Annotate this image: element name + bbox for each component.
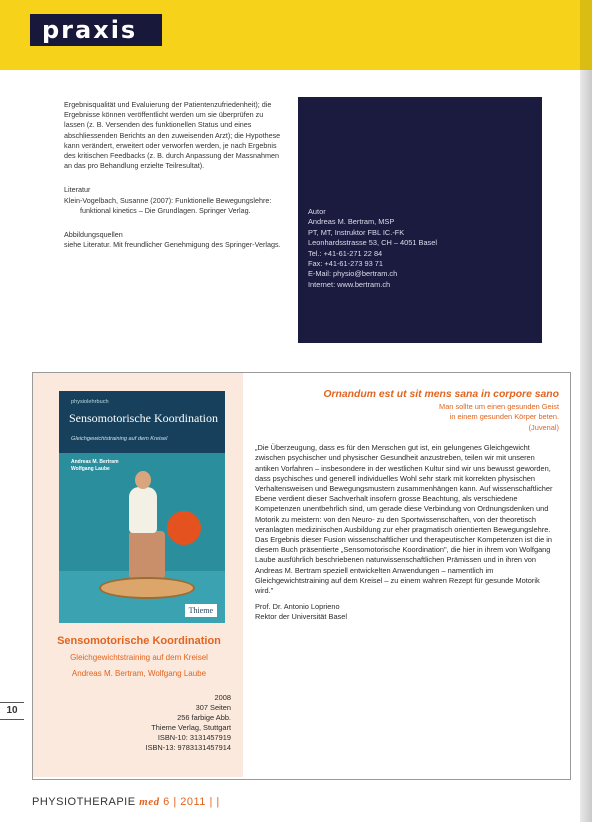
quote-translation [255, 402, 559, 433]
book-subtitle: Gleichgewichtstraining auf dem Kreisel [70, 653, 208, 662]
cover-series: physiolehrbuch [71, 399, 109, 405]
book-title: Sensomotorische Koordination [57, 635, 221, 647]
cover-person-body [129, 487, 157, 533]
page-number: 10 [0, 702, 24, 720]
page-edge-strip [580, 0, 592, 822]
book-isbn10: ISBN-10: 3131457919 [157, 733, 231, 742]
author-tel: Tel.: +41-61-271 22 84 [308, 248, 383, 258]
section-tab [30, 14, 162, 46]
signoff-role: Rektor der Universität Basel [255, 612, 348, 622]
literature-label: Literatur [64, 185, 91, 195]
author-label: Autor [308, 207, 326, 216]
author-fax: Fax: +41-61-273 93 71 [308, 259, 383, 269]
cover-person-legs [129, 531, 165, 579]
quote-translation-line-2: in einem gesunden Körper beten. [449, 412, 559, 422]
cover-authors [71, 459, 119, 473]
quote-source: (Juvenal) [528, 422, 559, 432]
review-paragraph-2: Das Ergebnis dieser Fusion wissenschaftlicher und therapeutischer Kompetenzen ist die in diesem Buch präsentierte „Sensomotorische Koordination", die hier in ihrem von Wolfgang Laube ausführlich beschriebenen naturwissenschaftlichen Prämissen und in ihren von Andreas M. Bertram speziell entwickelten Anwendungen – namentlich im Gleichgewichtstraining auf dem Kreisel – zu einem wahren Rezept für gesunde Motorik wird." [255, 535, 553, 596]
book-publisher: Thieme Verlag, Stuttgart [151, 723, 231, 732]
book-illustrations: 256 farbige Abb. [177, 713, 231, 722]
book-review-panel [32, 372, 571, 780]
cover-person-head [135, 471, 151, 489]
book-info-column [33, 373, 243, 777]
review-signoff [255, 602, 559, 622]
author-web: Internet: www.bertram.ch [308, 279, 391, 289]
signoff-name: Prof. Dr. Antonio Loprieno [255, 602, 340, 612]
section-label: praxis [42, 16, 138, 44]
cover-author-1: Andreas M. Bertram [71, 459, 119, 465]
book-cover-image [59, 391, 225, 623]
literature-entry: Klein-Vogelbach, Susanne (2007): Funktionelle Bewegungslehre: funktional kinetics – Die Grundlagen. Springer Verlag. [64, 195, 272, 215]
author-name: Andreas M. Bertram, MSP [308, 217, 395, 227]
footer-issue: 6 | 2011 | | [163, 796, 220, 808]
author-box [298, 97, 542, 343]
author-title: PT, MT, Instruktor FBL IC.-FK [308, 227, 405, 237]
figures-entry: siehe Literatur. Mit freundlicher Genehmigung des Springer-Verlags. [64, 240, 281, 250]
section-header [0, 0, 580, 70]
book-isbn13: ISBN-13: 9783131457914 [145, 743, 231, 752]
footer-med: med [139, 796, 160, 808]
review-paragraph-1: „Die Überzeugung, dass es für den Menschen gut ist, ein gelungenes Gleichgewicht zwischen psychischer und physischer Gesundheit anzustreben, teilen wir mit unseren antiken Vorfahren – insbesondere in der westlichen Kultur sind wir uns bewusst geworden, dass psychisches und generell individuelles Wohl sehr stark mit korrekten physischen Verhaltensweisen und Bewegungsmustern zusammenhängen kann. Auf wissenschaftlicher Ebene verdient dieser Sachverhalt insofern grosse Beachtung, als verschiedene Kompetenzen unentbehrlich sind, um gerade diese Verbindung von Ordnungsdenken und Motorik zu meistern: von den Neuro- zu den Sportwissenschaften, von der theoretisch veranlagten medizinischen Ausbildung zur eher pragmatisch orientierten Bewegungslehre. [255, 443, 553, 534]
cover-subtitle: Gleichgewichtstraining auf dem Kreisel [71, 436, 168, 442]
cover-title: Sensomotorische Koordination [69, 411, 218, 425]
author-details [308, 207, 437, 290]
author-email: E-Mail: physio@bertram.ch [308, 269, 398, 279]
left-column [64, 100, 282, 250]
cover-publisher-logo: Thieme [185, 604, 217, 617]
book-pages: 307 Seiten [195, 703, 231, 712]
quote-title: Ornandum est ut sit mens sana in corpore sano [323, 389, 559, 400]
footer-magazine: PHYSIOTHERAPIE [32, 796, 136, 808]
book-meta [146, 693, 231, 753]
quote-translation-line-1: Man sollte um einen gesunden Geist [439, 402, 559, 411]
author-street: Leonhardsstrasse 53, CH – 4051 Basel [308, 238, 438, 248]
body-paragraph: Ergebnisqualität und Evaluierung der Patientenzufriedenheit); die Ergebnisse können veröffentlicht werden um sie überprüfen zu lassen (z. B. Versenden des funktionellen Status und eines abschliessenden Berichts an den zuweisenden Arzt); die Hypothese kann verändert, erweitert oder verworfen werden, je nach Ergebnis des kritischen Feedbacks (z. B. durch Anpassung der Massnahmen an das pro Behandlung erzielte Teilresultat). [64, 100, 281, 171]
book-year: 2008 [214, 693, 231, 702]
footer [32, 796, 220, 808]
cover-balance-board [99, 577, 195, 599]
book-authors: Andreas M. Bertram, Wolfgang Laube [71, 669, 207, 678]
figures-label: Abbildungsquellen [64, 230, 123, 240]
cover-ball [167, 511, 201, 545]
review-text [255, 443, 559, 622]
review-column [255, 389, 559, 623]
cover-author-2: Wolfgang Laube [71, 466, 110, 472]
